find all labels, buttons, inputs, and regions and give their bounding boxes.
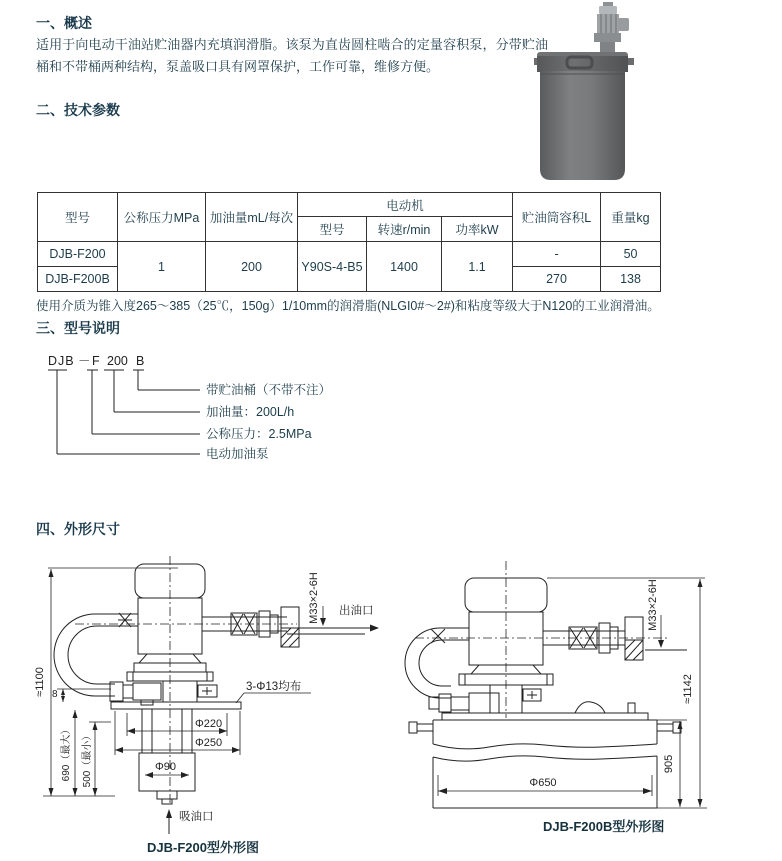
legend-pump: 电动加油泵 <box>206 447 269 461</box>
section-model-heading: 三、型号说明 <box>36 320 120 336</box>
cell-motor-model: Y90S-4-B5 <box>298 242 367 292</box>
dim-500-min: 500（最小） <box>82 730 93 788</box>
th-motor-model: 型号 <box>298 217 367 242</box>
thread-label-left: M33×2-6H <box>308 572 320 624</box>
table-row <box>38 242 661 267</box>
cell-power: 1.1 <box>442 242 513 292</box>
cell-pressure: 1 <box>118 242 206 292</box>
cell-model-2: DJB-F200B <box>38 267 118 292</box>
section-overview-heading: 一、概述 <box>36 15 92 31</box>
th-model: 型号 <box>38 193 118 242</box>
legend-drum: 带贮油桶（不带不注） <box>206 383 332 397</box>
cell-model-1: DJB-F200 <box>38 242 118 267</box>
dim-90: Φ90 <box>155 761 177 773</box>
overview-paragraph: 适用于向电动干油站贮油器内充填润滑脂。该泵为直齿圆柱啮合的定量容积泵，分带贮油桶和不带桶两种结构，泵盖吸口具有网罩保护，工作可靠，维修方便。 <box>36 37 548 74</box>
dim-1142: ≈1142 <box>682 674 694 704</box>
dim-250: Φ250 <box>195 737 223 749</box>
medium-note: 使用介质为锥入度265～385（25℃，150g）1/10mm的润滑脂(NLGI0#～2#)和粘度等级大于N120的工业润滑油。 <box>36 299 660 313</box>
code-part-djb: DJB <box>48 354 75 368</box>
th-volume: 贮油筒容积L <box>513 193 601 242</box>
dim-1100: ≈1100 <box>35 667 46 697</box>
code-dash: － <box>78 354 91 368</box>
cell-speed: 1400 <box>367 242 442 292</box>
code-part-f: F <box>92 354 100 368</box>
code-part-b: B <box>136 354 145 368</box>
drawing-f200b <box>395 553 782 848</box>
th-motor-group: 电动机 <box>298 193 513 217</box>
th-oil: 加油量mL/每次 <box>206 193 298 242</box>
product-photo <box>533 2 635 191</box>
inlet-label: 吸油口 <box>179 811 214 823</box>
oil-drum-pump-image <box>533 2 635 186</box>
holes-label: 3-Φ13均布 <box>246 681 302 693</box>
cell-volume-2: 270 <box>513 267 601 292</box>
dim-650: Φ650 <box>529 777 557 789</box>
th-weight: 重量kg <box>601 193 661 242</box>
spec-table <box>37 192 661 292</box>
model-code-diagram <box>40 350 380 473</box>
code-part-200: 200 <box>107 354 128 368</box>
th-motor-power: 功率kW <box>442 217 513 242</box>
thread-label-right: M33×2-6H <box>647 579 659 631</box>
cell-weight-1: 50 <box>601 242 661 267</box>
cell-volume-1: - <box>513 242 601 267</box>
caption-f200b: DJB-F200B型外形图 <box>543 819 665 834</box>
dim-905: 905 <box>663 754 675 774</box>
th-motor-speed: 转速r/min <box>367 217 442 242</box>
th-pressure: 公称压力MPa <box>118 193 206 242</box>
section-tech-heading: 二、技术参数 <box>36 102 120 118</box>
dim-690-max: 690（最大） <box>61 724 72 782</box>
outlet-label: 出油口 <box>339 605 374 617</box>
cell-weight-2: 138 <box>601 267 661 292</box>
oil-drum <box>534 52 634 180</box>
pump-motor <box>594 2 629 53</box>
drawing-f200 <box>35 550 393 861</box>
cell-oil: 200 <box>206 242 298 292</box>
caption-f200: DJB-F200型外形图 <box>147 840 259 855</box>
dim-220: Φ220 <box>195 718 223 730</box>
legend-oil: 加油量：200L/h <box>206 405 295 419</box>
legend-pressure: 公称压力：2.5MPa <box>206 427 312 441</box>
section-dims-heading: 四、外形尺寸 <box>36 521 120 537</box>
dim-8: 8 <box>52 689 58 700</box>
